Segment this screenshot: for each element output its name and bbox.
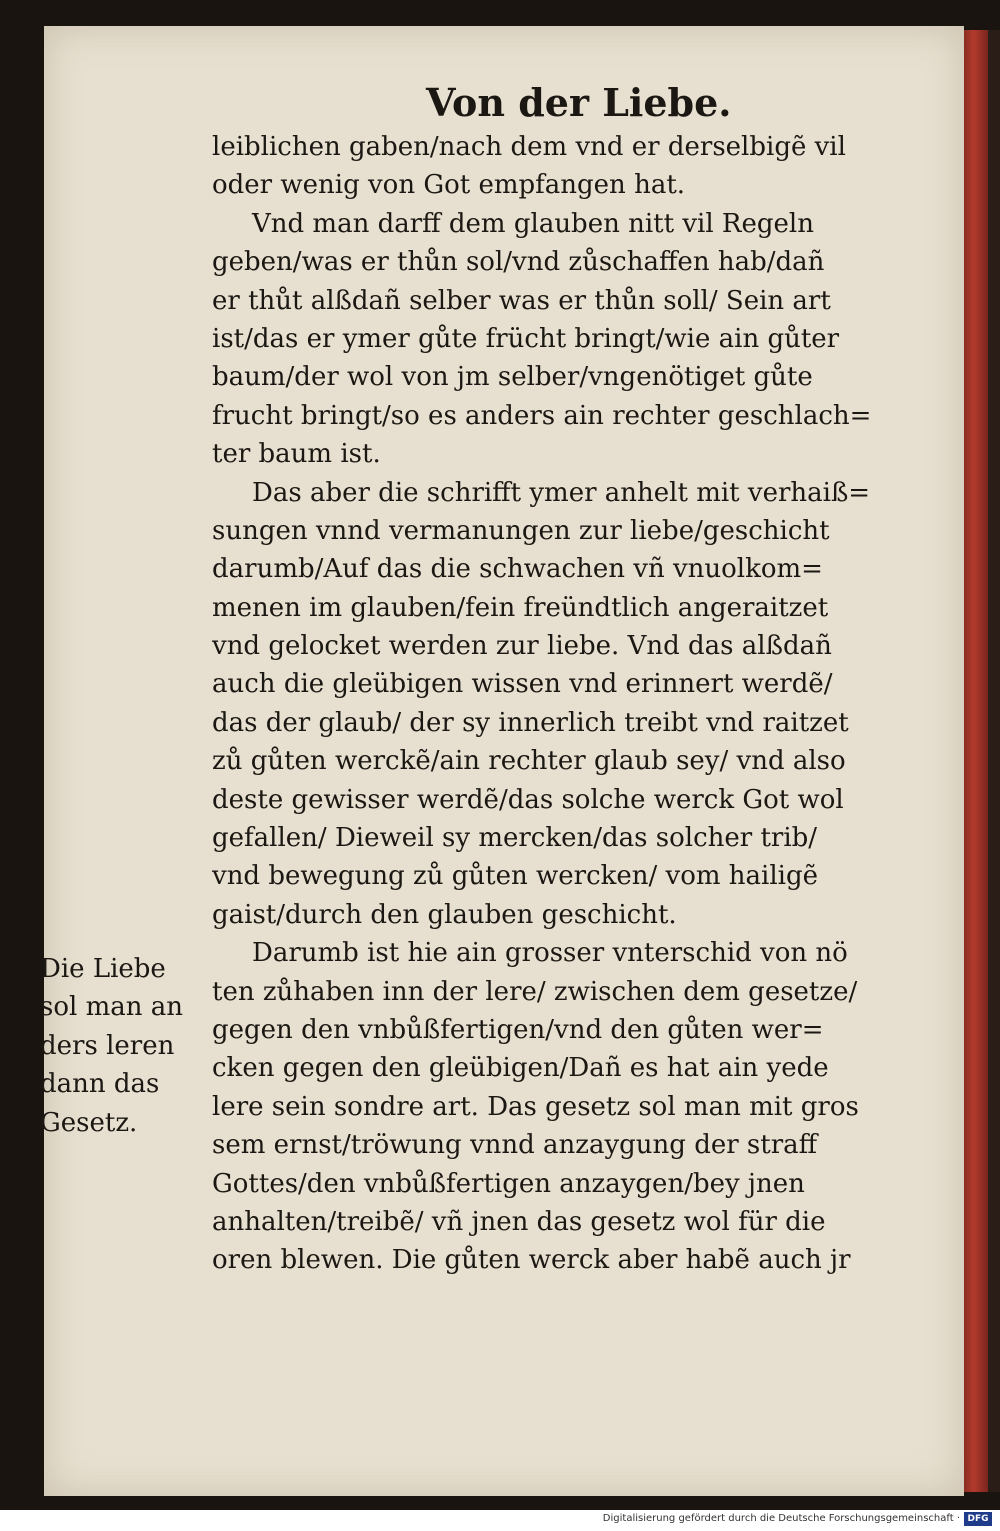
marginal-note-line: Gesetz. bbox=[40, 1107, 138, 1138]
marginal-note-line: dann das bbox=[40, 1069, 160, 1100]
text-line: oren blewen. Die gůten werck aber habẽ auch jr bbox=[212, 1245, 851, 1276]
running-head: Von der Liebe. bbox=[426, 80, 732, 125]
text-line: zů gůten werckẽ/ain rechter glaub sey/ vnd also bbox=[212, 746, 846, 777]
marginal-note-line: sol man an bbox=[40, 992, 183, 1023]
text-line: gaist/durch den glauben geschicht. bbox=[212, 899, 677, 930]
marginal-note-line: ders leren bbox=[40, 1030, 175, 1061]
text-line: vnd gelocket werden zur liebe. Vnd das alßdañ bbox=[212, 631, 832, 662]
marginal-note-line: Die Liebe bbox=[40, 954, 166, 984]
marginal-note bbox=[40, 950, 200, 1142]
text-line: darumb/Auf das die schwachen vñ vnuolkom= bbox=[212, 554, 823, 585]
text-line: Vnd man darff dem glauben nitt vil Regeln bbox=[252, 208, 814, 239]
text-line: ter baum ist. bbox=[212, 439, 381, 470]
text-line: geben/was er thůn sol/vnd zůschaffen hab/dañ bbox=[212, 247, 825, 278]
text-line: cken gegen den gleübigen/Dañ es hat ain yede bbox=[212, 1053, 829, 1084]
digitization-credit: Digitalisierung gefördert durch die Deutsche Forschungsgemeinschaft · bbox=[602, 1513, 960, 1524]
main-text-block bbox=[212, 128, 932, 1280]
text-line: ten zůhaben inn der lere/ zwischen dem gesetze/ bbox=[212, 976, 858, 1007]
text-line: gefallen/ Dieweil sy mercken/das solcher trib/ bbox=[212, 823, 818, 854]
text-line: Darumb ist hie ain grosser vnterschid von nö bbox=[252, 938, 848, 969]
text-line: Das aber die schrifft ymer anhelt mit verhaiß= bbox=[252, 477, 871, 508]
text-line: auch die gleübigen wissen vnd erinnert werdẽ/ bbox=[212, 669, 833, 700]
text-line: das der glaub/ der sy innerlich treibt vnd raitzet bbox=[212, 707, 849, 738]
text-line: baum/der wol von jm selber/vngenötiget gůte bbox=[212, 362, 813, 393]
text-line: menen im glauben/fein freündtlich angeraitzet bbox=[212, 592, 829, 623]
text-line: lere sein sondre art. Das gesetz sol man mit gros bbox=[212, 1091, 859, 1122]
text-line: Gottes/den vnbůßfertigen anzaygen/bey jnen bbox=[212, 1168, 805, 1199]
text-line: gegen den vnbůßfertigen/vnd den gůten wer= bbox=[212, 1014, 824, 1045]
text-line: ist/das er ymer gůte frücht bringt/wie ain gůter bbox=[212, 323, 840, 354]
text-line: vnd bewegung zů gůten wercken/ vom hailigẽ bbox=[212, 861, 819, 892]
book-edge-shadow bbox=[988, 30, 1000, 1492]
text-line: sem ernst/tröwung vnnd anzaygung der straff bbox=[212, 1130, 818, 1161]
text-line: deste gewisser werdẽ/das solche werck Got wol bbox=[212, 784, 844, 815]
text-line: sungen vnnd vermanungen zur liebe/geschicht bbox=[212, 515, 830, 546]
text-line: oder wenig von Got empfangen hat. bbox=[212, 170, 686, 201]
text-line: anhalten/treibẽ/ vñ jnen das gesetz wol für die bbox=[212, 1206, 826, 1237]
text-line: leiblichen gaben/nach dem vnd er derselbigẽ vil bbox=[212, 132, 846, 162]
dfg-logo-icon: DFG bbox=[964, 1512, 992, 1526]
book-edge bbox=[964, 30, 988, 1492]
text-line: frucht bringt/so es anders ain rechter geschlach= bbox=[212, 400, 872, 431]
text-line: er thůt alßdañ selber was er thůn soll/ Sein art bbox=[212, 285, 831, 316]
